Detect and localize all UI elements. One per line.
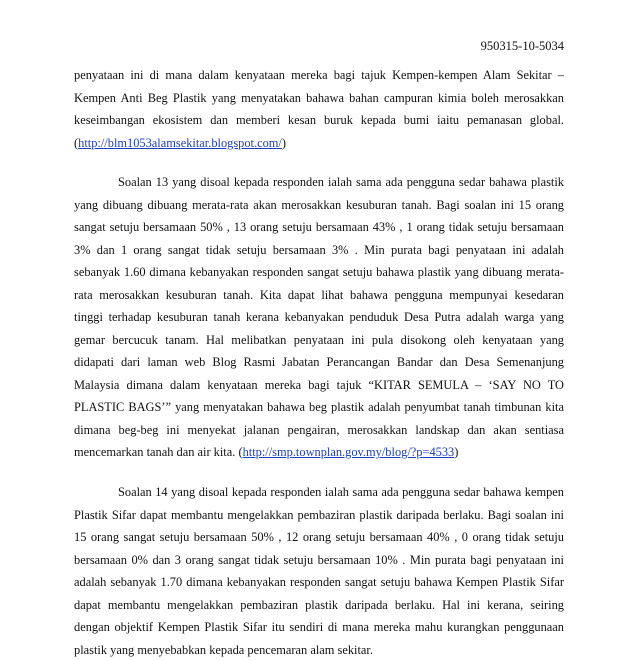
paragraph-line: penyataan ini di mana dalam kenyataan mereka bagi tajuk Kempen-kempen Alam Sekitar –: [74, 64, 564, 87]
paragraph-line: Soalan 14 yang disoal kepada responden ialah sama ada pengguna sedar bahawa kempen: [74, 481, 564, 504]
paragraph-line: dengan objektif Kempen Plastik Sifar itu sendiri di mana mereka mahu kurangkan penggunaan: [74, 616, 564, 639]
paren-open: (: [74, 136, 78, 150]
paragraph-line: [74, 132, 564, 155]
paragraph-line: 15 orang sangat setuju bersamaan 50% , 12 orang setuju bersamaan 40% , 0 orang tidak setuju: [74, 526, 564, 549]
paragraph-line: sangat setuju bersamaan 50% , 13 orang setuju bersamaan 43% , 1 orang tidak setuju bersamaan: [74, 216, 564, 239]
paragraph-line: tinggi terhadap kesuburan tanah kerana kebanyakan penduduk Desa Putra adalah warga yang: [74, 306, 564, 329]
source-link-blogspot[interactable]: http://blm1053alamsekitar.blogspot.com/: [78, 136, 282, 150]
paragraph-1: [74, 64, 564, 154]
paragraph-line: 3% dan 1 orang sangat tidak setuju bersamaan 3% . Min purata bagi penyataan ini adalah: [74, 239, 564, 262]
paragraph-line: [74, 441, 564, 464]
paragraph-line: bersamaan 0% dan 3 orang sangat tidak setuju bersamaan 10% . Min purata bagi penyataan ini: [74, 549, 564, 572]
line-text: mencemarkan tanah dan air kita. (: [74, 445, 243, 459]
paragraph-line: plastik yang menyebabkan kepada pencemaran alam sekitar.: [74, 639, 564, 661]
paren-close: ): [454, 445, 458, 459]
paragraph-line: yang dibuang dibuang merata-rata akan merosakkan kesuburan tanah. Bagi soalan ini 15 orang: [74, 194, 564, 217]
paragraph-line: didapati dari laman web Blog Rasmi Jabatan Perancangan Bandar dan Desa Semenanjung: [74, 351, 564, 374]
paragraph-line: adalah sebanyak 1.70 dimana kebanyakan responden sangat setuju bahawa Kempen Plastik Sifar: [74, 571, 564, 594]
paragraph-line: PLASTIC BAGS’” yang menyatakan bahawa beg plastik adalah penyumbat tanah timbunan kita: [74, 396, 564, 419]
paragraph-2: [74, 171, 564, 464]
paragraph-line: keseimbangan ekosistem dan memberi kesan buruk kepada bumi iaitu pemanasan global.: [74, 109, 564, 132]
paren-close: ): [282, 136, 286, 150]
paragraph-line: Plastik Sifar dapat membantu mengelakkan pembaziran plastik daripada berlaku. Bagi soalan ini: [74, 504, 564, 527]
paragraph-line: gemar bercucuk tanam. Hal melibatkan penyataan ini pula disokong oleh kenyataan yang: [74, 329, 564, 352]
paragraph-line: sebanyak 1.60 dimana kebanyakan responden sangat setuju bahawa plastik yang dibuang merata-: [74, 261, 564, 284]
page-header-id: 950315-10-5034: [481, 38, 564, 54]
paragraph-3: [74, 481, 564, 661]
paragraph-line: Kempen Anti Beg Plastik yang menyatakan bahawa bahan campuran kimia boleh merosakkan: [74, 87, 564, 110]
paragraph-line: dapat membantu mengelakkan pembaziran plastik daripada berlaku. Hal ini kerana, seiring: [74, 594, 564, 617]
paragraph-line: dimana beg-beg ini menyekat jalanan pengairan, merosakkan landskap dan akan sentiasa: [74, 419, 564, 442]
paragraph-line: Malaysia dimana dalam kenyataan mereka bagi tajuk “KITAR SEMULA – ‘SAY NO TO: [74, 374, 564, 397]
paragraph-line: Soalan 13 yang disoal kepada responden ialah sama ada pengguna sedar bahawa plastik: [74, 171, 564, 194]
paragraph-line: rata merosakkan kesuburan tanah. Kita dapat lihat bahawa pengguna mempunyai kesedaran: [74, 284, 564, 307]
source-link-townplan[interactable]: http://smp.townplan.gov.my/blog/?p=4533: [243, 445, 455, 459]
